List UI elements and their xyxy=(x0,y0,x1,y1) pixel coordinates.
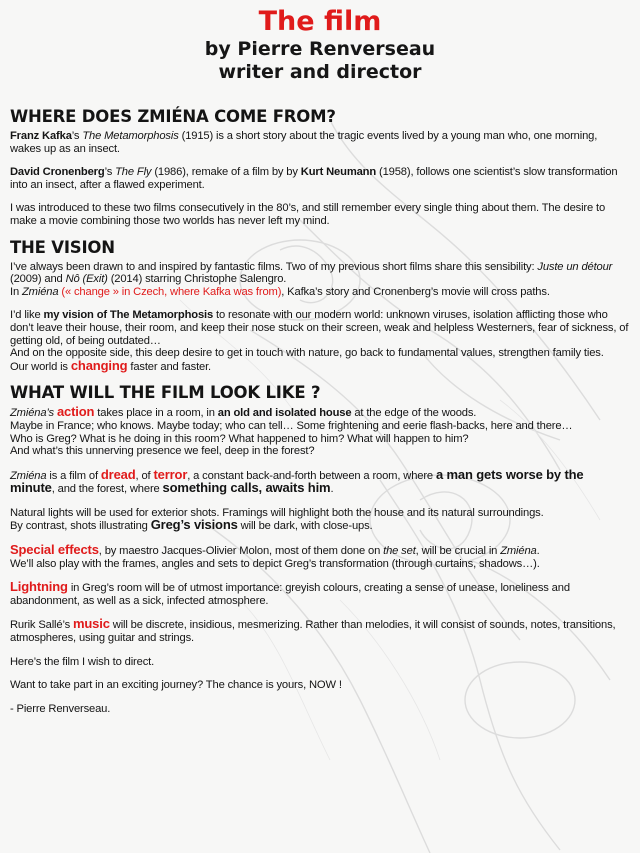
paragraph-zmiena-meaning: In Zmiéna (« change » in Czech, where Kafka was from), Kafka’s story and Cronenberg’s movie will cross paths. xyxy=(10,285,550,298)
paragraph-inspiration: I’ve always been drawn to and inspired by fantastic films. Two of my previous short films share this sensibility: Juste un détour (2009) and Nô (Exit) (2014) starring Christophe Salengro. xyxy=(10,260,613,286)
paragraph-cronenberg: David Cronenberg’s The Fly (1986), remake of a film by by Kurt Neumann (1958), follows one scientist’s slow transformation into an insect, after a flawed experiment. xyxy=(10,166,618,191)
author-line: by Pierre Renverseau xyxy=(204,38,436,60)
paragraph-who-is-greg: Who is Greg? What is he doing in this room? What happened to him? What will happen to him? xyxy=(10,432,469,445)
paragraph-journey: Want to take part in an exciting journey? The chance is yours, NOW ! xyxy=(10,679,342,692)
section-heading-origin: WHERE DOES ZMIÉNA COME FROM? xyxy=(10,107,336,126)
page-title: The film xyxy=(258,6,382,37)
section-heading-look: WHAT WILL THE FILM LOOK LIKE ? xyxy=(10,383,321,403)
paragraph-presence: And what’s this unnerving presence we feel, deep in the forest? xyxy=(10,445,315,458)
paragraph-introduction: I was introduced to these two films consecutively in the 80’s, and still remember every single thing about them. The desire to make a movie combining those two worlds has never left my mind. xyxy=(10,202,606,227)
paragraph-music: Rurik Sallé’s music will be discrete, insidious, mesmerizing. Rather than melodies, it will consist of sounds, notes, transitions, atmospheres, using guitar and strings. xyxy=(10,616,616,645)
paragraph-changing: Our world is changing faster and faster. xyxy=(10,357,212,373)
paragraph-nature: And on the opposite side, this deep desire to get in touch with nature, go back to fundamental values, strengthen family ties. xyxy=(10,347,604,360)
paragraph-maybe: Maybe in France; who knows. Maybe today; who can tell… Some frightening and eerie flash-backs, here and there… xyxy=(10,419,573,432)
paragraph-natural-lights: Natural lights will be used for exterior shots. Framings will highlight both the house and its natural surroundings. xyxy=(10,506,544,519)
paragraph-special-effects: Special effects, by maestro Jacques-Olivier Molon, most of them done on the set, will be crucial in Zmiéna. xyxy=(10,542,540,558)
section-heading-vision: THE VISION xyxy=(10,237,115,257)
paragraph-contrast: By contrast, shots illustrating Greg’s visions will be dark, with close-ups. xyxy=(10,517,373,533)
signature-line: - Pierre Renverseau. xyxy=(10,702,111,715)
paragraph-frames: We’ll also play with the frames, angles and sets to depict Greg’s transformation (through curtains, shadows…). xyxy=(10,557,540,570)
paragraph-lightning: Lightning in Greg’s room will be of utmost importance: greyish colours, creating a sense of unease, loneliness and abandonment, as well as a sick, infected atmosphere. xyxy=(10,579,570,607)
page-header xyxy=(10,0,630,84)
paragraph-direct: Here’s the film I wish to direct. xyxy=(10,655,155,668)
paragraph-action: Zmiéna’s action takes place in a room, in an old and isolated house at the edge of the woods. xyxy=(10,404,477,420)
paragraph-kafka: Franz Kafka’s The Metamorphosis (1915) is a short story about the tragic events lived by a young man who, one morning, wakes up as an insect. xyxy=(10,130,598,155)
paragraph-dread: Zmiéna is a film of dread, of terror, a constant back-and-forth between a room, where a man gets worse by the minute, and the forest, where something calls, awaits him. xyxy=(10,466,584,496)
author-role-line: writer and director xyxy=(218,61,422,83)
paragraph-modern-world: I’d like my vision of The Metamorphosis to resonate with our modern world: unknown viruses, isolation afflicting those who don’t leave their house, their room, and keep their nose stuck on their screen, weak and helpless Westerners, fear of sickness, of getting old, of being outdated… xyxy=(10,309,629,347)
